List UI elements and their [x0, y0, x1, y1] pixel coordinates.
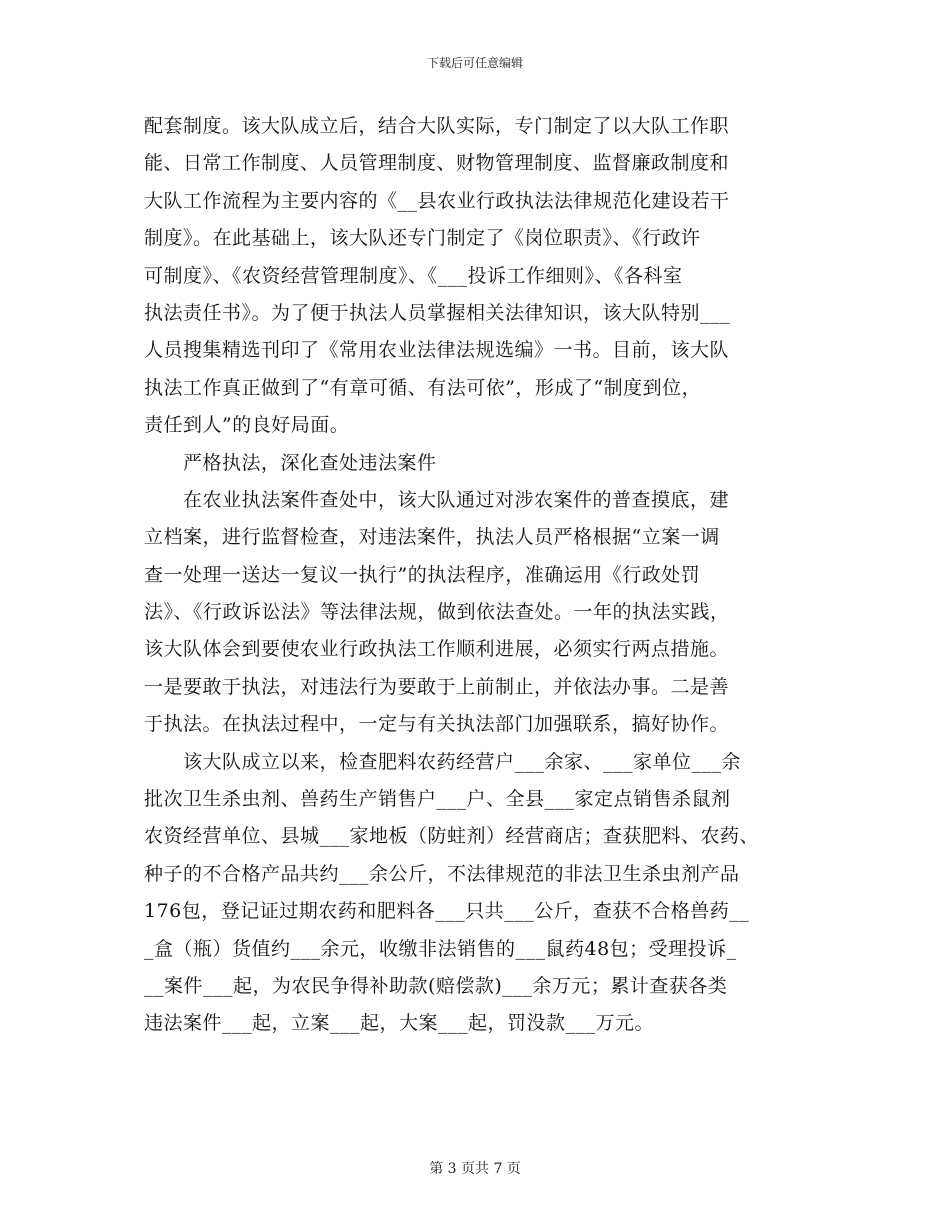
- text-line: __案件___起，为农民争得补助款(赔偿款)___余万元；累计查获各类: [144, 974, 728, 997]
- text-line: 该大队体会到要使农业行政执法工作顺利进展，必须实行两点措施。: [144, 638, 730, 661]
- text-line: 制度》。在此基础上，该大队还专门制定了《岗位职责》、《行政许: [144, 227, 701, 250]
- page-header: 下载后可任意编辑: [426, 56, 523, 70]
- text-line: _盒（瓶）货值约___余元，收缴非法销售的___鼠药48包；受理投诉_: [144, 937, 737, 960]
- text-line: 责任到人”的良好局面。: [144, 414, 350, 437]
- text-line: 违法案件___起，立案___起，大案___起，罚没款___万元。: [144, 1012, 655, 1035]
- text-line: 执法责任书》。为了便于执法人员掌握相关法律知识，该大队特别___: [144, 301, 731, 324]
- text-line: 于执法。在执法过程中，一定与有关执法部门加强联系，搞好协作。: [144, 713, 730, 736]
- text-line: 法》、《行政诉讼法》等法律法规，做到依法查处。一年的执法实践，: [144, 601, 730, 624]
- text-line: 配套制度。该大队成立后，结合大队实际，专门制定了以大队工作职: [144, 115, 730, 137]
- text-line: 立档案，进行监督检查，对违法案件，执法人员严格根据“立案一调: [144, 526, 720, 549]
- text-line: 农资经营单位、县城___家地板（防蛀剂）经营商店；查获肥料、农药、: [144, 825, 760, 848]
- text-line: 执法工作真正做到了“有章可循、有法可依”，形成了“制度到位，: [144, 376, 702, 399]
- text-line: 人员搜集精选刊印了《常用农业法律法规选编》一书。目前，该大队: [144, 339, 730, 362]
- text-line: 该大队成立以来，检查肥料农药经营户___余家、___家单位___余: [144, 750, 742, 773]
- text-line: 一是要敢于执法，对违法行为要敢于上前制止，并依法办事。二是善: [144, 675, 730, 698]
- text-line: 176包，登记证过期农药和肥料各___只共___公斤，查获不合格兽药__: [144, 900, 750, 923]
- text-line: 查一处理一送达一复议一执行”的执法程序，准确运用《行政处罚: [144, 563, 701, 586]
- text-line: 在农业执法案件查处中，该大队通过对涉农案件的普查摸底，建: [144, 488, 730, 511]
- page-footer: 第 3 页共 7 页: [429, 1161, 521, 1177]
- text-line: 大队工作流程为主要内容的《__县农业行政执法法律规范化建设若干: [144, 189, 730, 212]
- text-line: 种子的不合格产品共约___余公斤，不法律规范的非法卫生杀虫剂产品: [144, 862, 740, 885]
- text-line: 批次卫生杀虫剂、兽药生产销售户___户、全县___家定点销售杀鼠剂: [144, 788, 731, 811]
- document-body: [144, 108, 814, 1043]
- text-line: 可制度》、《农资经营管理制度》、《___投诉工作细则》、《各科室: [144, 264, 683, 287]
- text-line: 能、日常工作制度、人员管理制度、财物管理制度、监督廉政制度和: [144, 152, 730, 175]
- section-heading: 严格执法，深化查处违法案件: [144, 451, 437, 474]
